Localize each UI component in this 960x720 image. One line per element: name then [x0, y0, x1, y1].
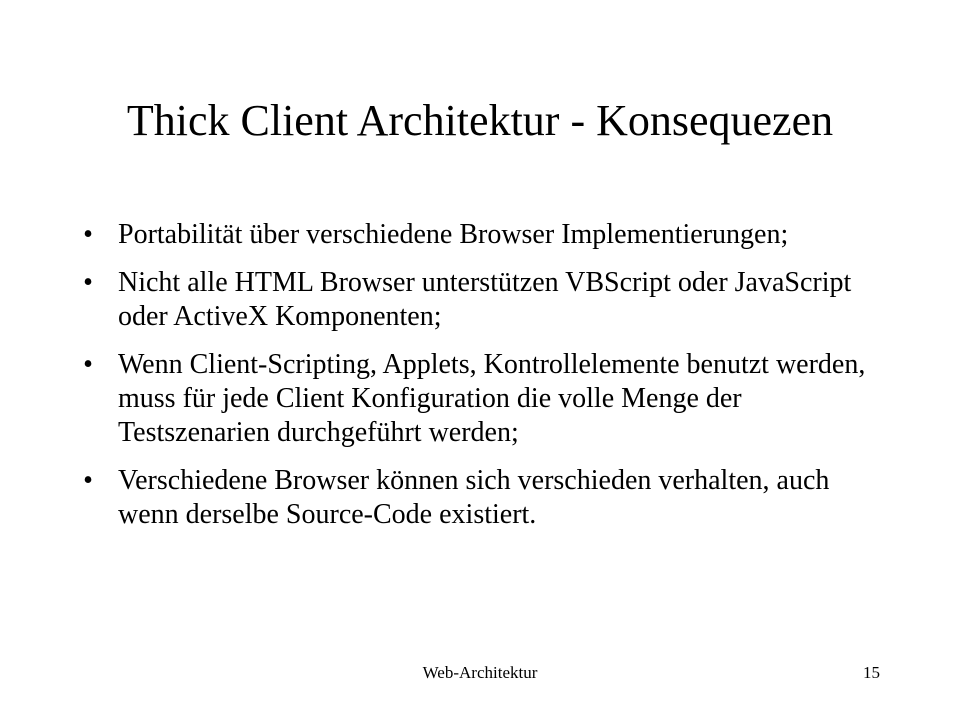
bullet-text: Nicht alle HTML Browser unterstützen VBScript oder JavaScript oder ActiveX Komponenten;	[118, 267, 852, 332]
slide-title: Thick Client Architektur - Konsequezen	[126, 96, 834, 145]
bullet-icon: •	[83, 267, 93, 298]
page-number: 15	[863, 663, 880, 682]
bullet-text: Verschiedene Browser können sich verschieden verhalten, auch wenn derselbe Source-Code existiert.	[118, 465, 830, 530]
bullet-item	[78, 218, 878, 252]
bullet-item	[78, 464, 878, 532]
bullet-text: Portabilität über verschiedene Browser Implementierungen;	[118, 219, 789, 250]
bullet-item	[78, 348, 878, 450]
bullet-text: Wenn Client-Scripting, Applets, Kontrollelemente benutzt werden, muss für jede Client Konfiguration die volle Menge der Testszenarien durchgeführt werden;	[118, 349, 866, 448]
bullet-icon: •	[83, 465, 93, 496]
bullet-item	[78, 266, 878, 334]
bullet-icon: •	[83, 219, 93, 250]
footer-title: Web-Architektur	[422, 663, 538, 682]
bullet-icon: •	[83, 349, 93, 380]
bullet-list	[78, 218, 878, 546]
